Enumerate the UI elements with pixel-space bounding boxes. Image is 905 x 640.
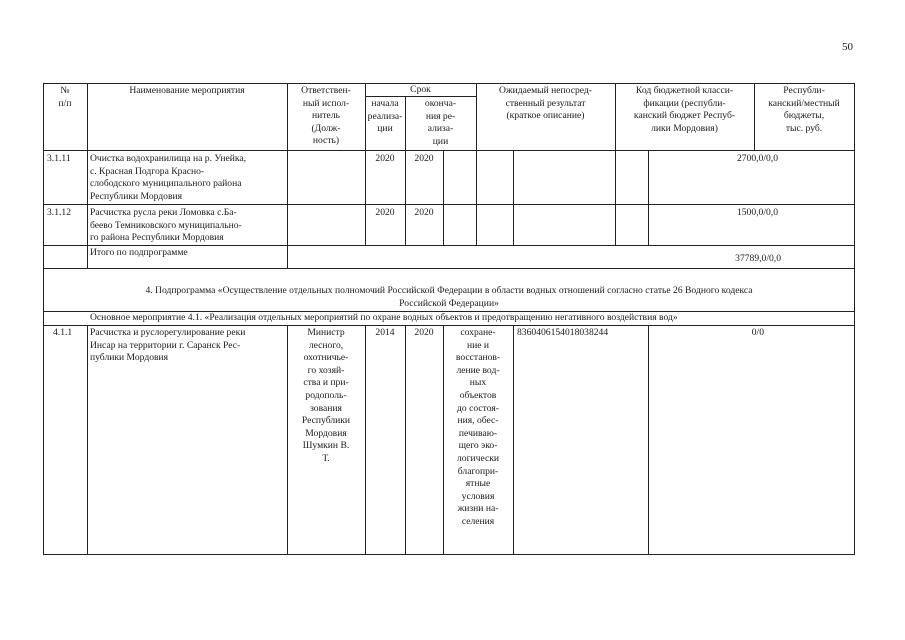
- header-name: Наименование мероприятия: [129, 85, 245, 96]
- row-end: 2020: [414, 207, 434, 218]
- header-code: Код бюджетной класси- фикации (республи- канский бюджет Респуб- лики Мордовия): [633, 85, 736, 134]
- subtotal-label: Итого по подпрограмме: [90, 247, 188, 258]
- row-start: 2020: [375, 207, 395, 218]
- row-num: 3.1.11: [47, 153, 71, 164]
- main-event: Основное мероприятие 4.1. «Реализация отдельных мероприятий по охране водных объектов и предотвращению негативного воздействия вод»: [90, 312, 678, 323]
- header-end: оконча- ния ре- ализа- ции: [424, 98, 457, 147]
- header-start: начала реализа- ции: [367, 98, 403, 135]
- row-name: Расчистка и руслорегулирование реки Инсар на территории г. Саранск Рес- публики Мордовия: [90, 327, 246, 364]
- row-budget: 1500,0/0,0: [736, 207, 778, 218]
- header-term: Срок: [410, 84, 431, 95]
- row-result: сохране- ние и восстанов- ление вод- ных объектов до состоя- ния, обес- печиваю- щего эко- логически благопри- ятные условия жизни на- селения: [455, 327, 501, 527]
- row-end: 2020: [414, 153, 434, 164]
- header-budget: Республи- канский/местный бюджеты, тыс. руб.: [768, 85, 840, 134]
- row-num: 4.1.1: [53, 327, 73, 338]
- row-start: 2020: [375, 153, 395, 164]
- row-name: Расчистка русла реки Ломовка с.Ба- беево Темниковского муниципально- го района Республики Мордовия: [90, 207, 242, 244]
- row-responsible: Министр лесного, охотничье- го хозяй- ства и при- родополь- зования Республики Мордовия Шумкин В. Т.: [301, 327, 351, 464]
- row-budget: 0/0: [751, 327, 764, 338]
- row-budget: 2700,0/0,0: [736, 153, 778, 164]
- budget-table: [43, 83, 855, 555]
- row-num: 3.1.12: [47, 207, 71, 218]
- row-name: Очистка водохранилища на р. Унейка, с. Красная Подгора Красно- слободского муниципального района Республики Мордовия: [90, 153, 247, 202]
- header-num: № п/п: [58, 85, 72, 109]
- page-number: 50: [842, 41, 853, 53]
- subtotal-budget: 37789,0/0,0: [735, 253, 781, 264]
- row-start: 2014: [375, 327, 395, 338]
- row-code: 836040615401803824​4: [517, 327, 609, 338]
- subprogram-title: 4. Подпрограмма «Осуществление отдельных полномочий Российской Федерации в области водных отношений согласно статье 26 Водного кодекса Российской Федерации»: [145, 285, 753, 309]
- header-responsible: Ответствен- ный испол- нитель (Долж- ность): [301, 85, 351, 147]
- row-end: 2020: [414, 327, 434, 338]
- header-result: Ожидаемый непосред- ственный результат (краткое описание): [499, 85, 592, 122]
